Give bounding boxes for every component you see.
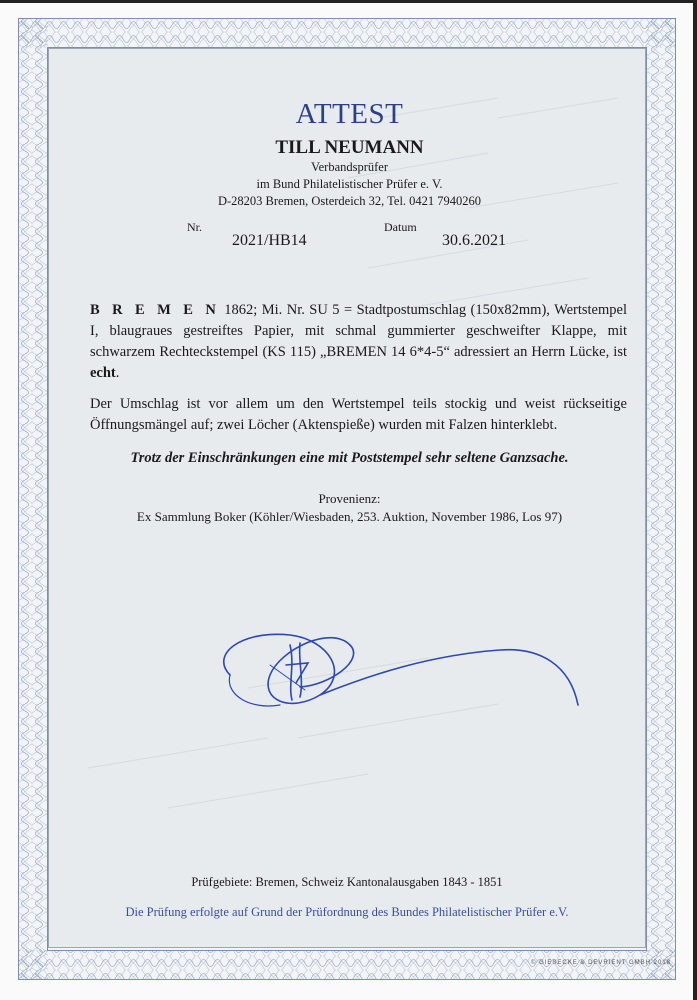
place-name: B R E M E N	[90, 302, 220, 318]
scan-edge-right	[693, 0, 697, 1000]
number-label: Nr.	[187, 220, 202, 234]
description-text: 1862; Mi. Nr. SU 5 = Stadtpostumschlag (150x82mm), Wertstempel I, blaugraues gestreiftes Papier, mit schmal gummierter geschweifter Klappe, mit schwarzem Rechteckstempel (KS 115) „BREMEN 14 6*4-5“ adressiert an Herrn Lücke, ist	[90, 302, 627, 360]
conclusion: Trotz der Einschränkungen eine mit Poststempel sehr seltene Ganzsache.	[130, 450, 569, 466]
certificate-content	[72, 60, 627, 525]
description-end: .	[115, 365, 120, 381]
address: D-28203 Bremen, Osterdeich 32, Tel. 0421 7940260	[217, 194, 482, 208]
provenance-label: Provenienz:	[318, 491, 381, 506]
certificate-title: ATTEST	[295, 98, 404, 130]
scan-edge-top	[0, 0, 697, 3]
description-paragraph-2: Der Umschlag ist vor allem um den Wertstempel teils stockig und weist rückseitige Öffnungsmängel auf; zwei Löcher (Aktenspieße) wurden mit Falzen hinterklebt.	[90, 396, 627, 433]
verdict: echt	[90, 365, 116, 381]
examiner-name: TILL NEUMANN	[275, 137, 424, 158]
printer-imprint: © GIESECKE & DEVRIENT GMBH 2018	[530, 960, 671, 966]
reference-row	[72, 220, 627, 256]
description	[72, 300, 627, 436]
examination-areas: Prüfgebiete: Bremen, Schweiz Kantonalausgaben 1843 - 1851	[191, 875, 503, 889]
provenance-text: Ex Sammlung Boker (Köhler/Wiesbaden, 253. Auktion, November 1986, Los 97)	[136, 509, 563, 524]
association: im Bund Philatelistischer Prüfer e. V.	[256, 177, 443, 191]
description-paragraph-1	[90, 300, 627, 384]
date-value: 30.6.2021	[442, 232, 506, 249]
signature	[200, 605, 600, 745]
examiner-role: Verbandsprüfer	[310, 160, 389, 174]
date-label: Datum	[384, 220, 417, 234]
examination-regulation: Die Prüfung erfolgte auf Grund der Prüfordnung des Bundes Philatelistischer Prüfer e.V.	[125, 905, 569, 919]
number-value: 2021/HB14	[232, 232, 307, 249]
